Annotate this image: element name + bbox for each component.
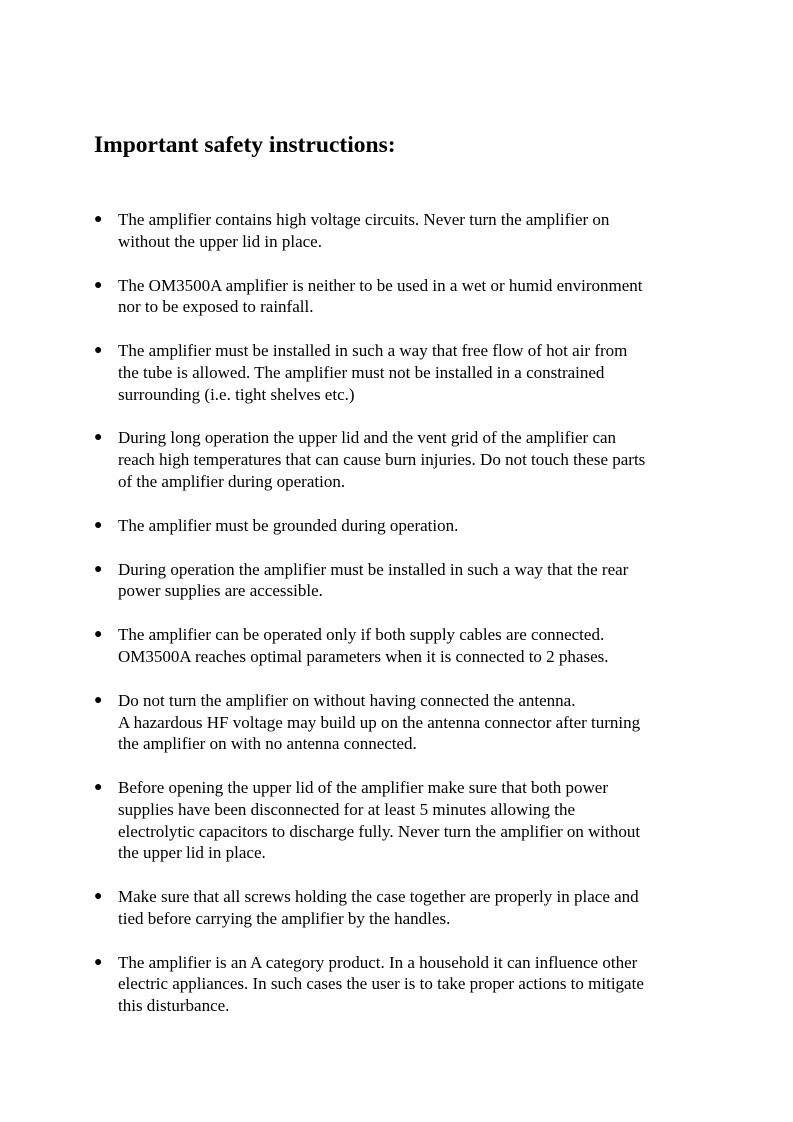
instruction-line: The amplifier must be grounded during operation. [118, 515, 459, 535]
bullet-icon: ● [94, 343, 103, 359]
safety-instruction-item [94, 209, 704, 252]
instruction-line: supplies have been disconnected for at least 5 minutes allowing the [118, 799, 575, 819]
safety-instruction-item [94, 777, 704, 864]
safety-instruction-item [94, 427, 704, 492]
page-title: Important safety instructions: [94, 132, 396, 158]
bullet-icon: ● [94, 780, 103, 796]
bullet-icon: ● [94, 561, 103, 577]
instruction-text [118, 275, 704, 318]
safety-instruction-item [94, 952, 704, 1017]
bullet-icon: ● [94, 627, 103, 643]
instruction-line: The amplifier must be installed in such a way that free flow of hot air from [118, 341, 628, 361]
bullet-icon: ● [94, 430, 103, 446]
safety-instruction-item [94, 624, 704, 667]
instruction-text [118, 777, 704, 864]
bullet-icon: ● [94, 277, 103, 293]
instruction-line: without the upper lid in place. [118, 231, 322, 251]
instruction-line: OM3500A reaches optimal parameters when it is connected to 2 phases. [118, 646, 609, 666]
bullet-icon: ● [94, 889, 103, 905]
instruction-line: The amplifier contains high voltage circuits. Never turn the amplifier on [118, 210, 610, 229]
safety-instructions-list [94, 209, 704, 1039]
instruction-line: During long operation the upper lid and the vent grid of the amplifier can [118, 428, 617, 448]
instruction-line: A hazardous HF voltage may build up on the antenna connector after turning [118, 712, 641, 732]
instruction-text [118, 427, 704, 492]
instruction-line: tied before carrying the amplifier by the handles. [118, 908, 451, 928]
safety-instruction-item [94, 515, 704, 537]
instruction-line: electrolytic capacitors to discharge fully. Never turn the amplifier on without [118, 821, 641, 841]
instruction-text [118, 209, 704, 252]
instruction-text [118, 559, 704, 602]
instruction-line: of the amplifier during operation. [118, 471, 346, 491]
bullet-icon: ● [94, 692, 103, 708]
instruction-text [118, 886, 704, 929]
instruction-line: this disturbance. [118, 996, 230, 1016]
instruction-line: The OM3500A amplifier is neither to be used in a wet or humid environment [118, 275, 643, 295]
instruction-line: power supplies are accessible. [118, 581, 323, 601]
safety-instruction-item [94, 886, 704, 929]
bullet-icon: ● [94, 517, 103, 533]
instruction-line: electric appliances. In such cases the user is to take proper actions to mitigate [118, 974, 644, 994]
instruction-line: the upper lid in place. [118, 843, 266, 863]
safety-instruction-item [94, 559, 704, 602]
instruction-line: the tube is allowed. The amplifier must not be installed in a constrained [118, 362, 605, 382]
instruction-line: Before opening the upper lid of the amplifier make sure that both power [118, 778, 609, 798]
safety-instruction-item [94, 340, 704, 405]
instruction-line: Make sure that all screws holding the case together are properly in place and [118, 887, 639, 907]
instruction-text [118, 952, 704, 1017]
bullet-icon: ● [94, 954, 103, 970]
instruction-text [118, 515, 704, 537]
instruction-line: nor to be exposed to rainfall. [118, 297, 314, 317]
instruction-text [118, 690, 704, 755]
instruction-line: The amplifier can be operated only if both supply cables are connected. [118, 625, 605, 645]
instruction-line: The amplifier is an A category product. In a household it can influence other [118, 952, 638, 972]
safety-instruction-item [94, 690, 704, 755]
instruction-text [118, 624, 704, 667]
instruction-line: Do not turn the amplifier on without having connected the antenna. [118, 690, 576, 710]
safety-instruction-item [94, 275, 704, 318]
instruction-line: surrounding (i.e. tight shelves etc.) [118, 384, 355, 404]
instruction-line: reach high temperatures that can cause burn injuries. Do not touch these parts [118, 450, 646, 470]
instruction-line: the amplifier on with no antenna connected. [118, 734, 417, 754]
instruction-text [118, 340, 704, 405]
bullet-icon: ● [94, 212, 103, 227]
instruction-line: During operation the amplifier must be installed in such a way that the rear [118, 559, 629, 579]
